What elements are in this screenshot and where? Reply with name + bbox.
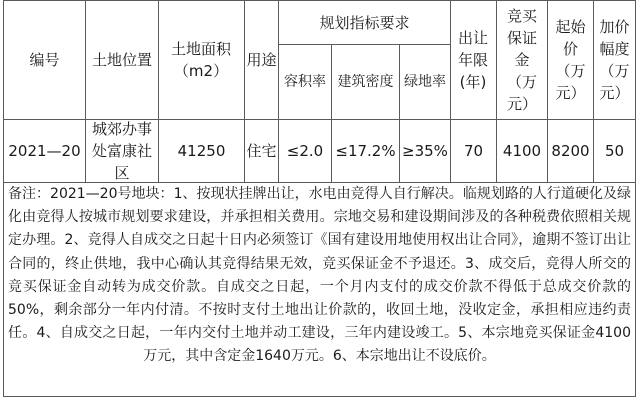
cell-term: 70 <box>463 142 484 160</box>
header-green-ratio: 绿地率 <box>404 74 446 90</box>
grid-line <box>635 0 636 397</box>
cell-code: 2021—20 <box>8 142 81 160</box>
header-floor-area-ratio: 容积率 <box>284 74 326 90</box>
remarks-text: 备注：2021—20号地块：1、按现状挂牌出让，水电由竞得人自行解决。临规划路的人行道硬化及绿化由竞得人按城市规划要求建设，并承担相关费用。宗地交易和建设期间涉及的各种税费依照相关规定办理。2、竞得人自成交之日起十日内必须签订《国有建设用地使用权出让合同》，逾期不签订出让合同的，终止供地，我中心确认其竞得结果无效，竞买保证金不予退还。3、成交后，竞得人所交的竞买保证金自动转为成交价款。自成交之日起，一个月内支付的成交价款不得低于总成交价款的50%，剩余部分一年内付清。不按时支付土地出让价款的，收回土地，没收定金，承担相应违约责任。4、自成交之日起，一年内交付土地并动工建设，三年内建设竣工。5、本宗地竞买保证金4100万元，其中含定金1640万元。6、本宗地出让不设底价。 <box>8 186 631 365</box>
cell-floor-area-ratio: ≤2.0 <box>286 142 324 160</box>
header-term: 出让年限(年) <box>457 29 488 91</box>
grid-line <box>3 396 636 397</box>
header-deposit: 竞买保证金（万元） <box>506 7 537 113</box>
header-increment: 加价幅度（万元） <box>599 18 630 102</box>
header-use: 用途 <box>246 51 277 69</box>
cell-increment: 50 <box>604 142 625 160</box>
land-auction-table <box>3 0 636 397</box>
header-planning-group: 规划指标要求 <box>319 13 410 32</box>
header-area: 土地面积（m2） <box>170 40 231 80</box>
cell-deposit: 4100 <box>502 142 542 160</box>
header-location: 土地位置 <box>91 51 152 69</box>
cell-start-price: 8200 <box>551 142 590 160</box>
cell-use: 住宅 <box>246 142 277 160</box>
cell-area: 41250 <box>177 142 226 160</box>
cell-green-ratio: ≥35% <box>402 142 448 160</box>
cell-location: 城郊办事处富康社区 <box>91 120 152 182</box>
header-code: 编号 <box>29 51 60 69</box>
cell-building-density: ≤17.2% <box>335 142 396 160</box>
header-building-density: 建筑密度 <box>337 74 394 90</box>
header-start-price: 起始价（万元） <box>555 18 586 102</box>
